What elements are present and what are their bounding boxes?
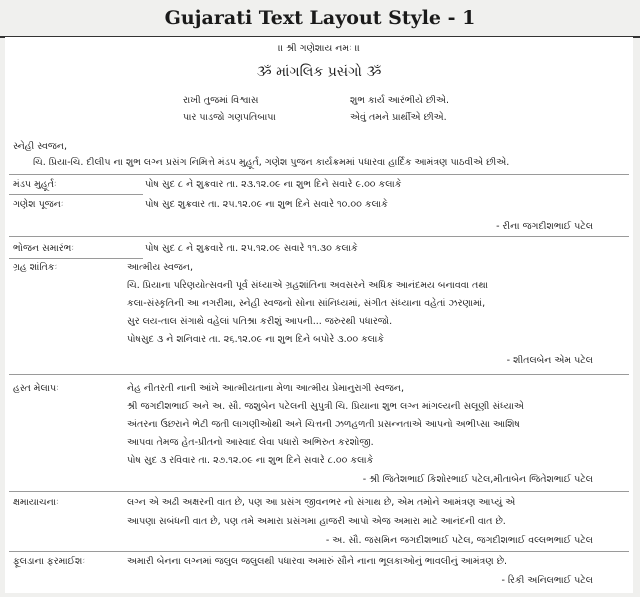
section-label: ફૂલડાના ફરમાઈશઃ [13, 556, 86, 567]
signature: - શ્રી જિતેશભાઈ કિશોરભાઈ પટેલ,મીતાબેન જિતેશભાઈ પટેલ [362, 474, 593, 485]
section-label: ક્ષમાયાચનાઃ [13, 497, 59, 508]
section-line: સુર લય-તાલ સંગાથે વહેલાં પતિશ્રા કરીશું આપની... જરુરથી પધારજો. [127, 316, 393, 327]
section-value: પોષ સુદ ૮ ને શુક્રવારે તા. ૨૫.૧૨.૦૯ સવારે ૧૧.૩૦ કલાકે [145, 243, 358, 254]
section-line: કલા-સંસ્કૃતિની આ નગરીમા, સ્નેહી સ્વજનો સોના સાંનિધ્યમાં, સંગીત સંધ્યાના વહેતાં ઝરણામાં, [127, 298, 486, 309]
section-label: ભોજન સમારંભઃ [13, 243, 75, 254]
event-value: પોષ સુદ ૮ ને શુક્રવાર તા. ૨૩.૧૨.૦૯ ના શુભ દિને સવારે ૯.૦૦ કલાકે [145, 179, 402, 190]
verse-line: શુભ કાર્ય આરંભીયે છીએ. [350, 95, 449, 106]
divider [9, 194, 143, 195]
signature: - રિકી અનિલભાઈ પટેલ [501, 575, 593, 586]
signature: - અ. સૌ. જસમિન જગદીશભાઈ પટેલ, જગદીશભાઈ વલ્લભભાઈ પટેલ [325, 535, 593, 546]
section-line: અમારી બેનના લગ્નમાં જલુલ જલુલથી પધારવા અમારું સૌને નાના ભૂલકાઓનું ભાવલીનું આમંત્રણ છે. [127, 556, 508, 567]
intro-text: ચિ. પ્રિયા-ચિ. દીલીપ ના શુભ લગ્ન પ્રસંગ નિમિત્તે મંડપ મુહૂર્ત, ગણેશ પુજન કાર્યક્રમમાં પધારવા હાર્દિક આમંત્રણ પાઠવીએ છીએ. [33, 157, 510, 168]
divider [9, 551, 629, 552]
heading-text: ૐ માંગલિક પ્રસંગો ૐ [256, 64, 382, 80]
section-line: આત્મીય સ્વજન, [127, 262, 193, 273]
event-label: ગણેશ પૂજનઃ [13, 199, 64, 210]
section-label: હસ્ત મેલાપઃ [13, 383, 59, 394]
verse-line: એવું તમને પ્રાર્થીએ છીએ. [350, 112, 447, 123]
section-line: શ્રી જગદીશભાઈ અને અ. સૌ. જશુબેન પટેલની સુપુત્રી ચિ. પ્રિયાના શુભ લગ્ન માંગલ્યની સલૂણી સંધ્યાએ [127, 401, 524, 412]
event-label: મંડપ મુહૂર્તઃ [13, 179, 57, 190]
divider [9, 258, 143, 259]
divider [9, 374, 629, 375]
title-bar [0, 0, 640, 38]
signature: - રીના જગદીશભાઈ પટેલ [496, 221, 593, 232]
greeting-text: સ્નેહી સ્વજન, [13, 141, 67, 152]
section-line: પોષ સુદ ૩ રવિવાર તા. ૨૭.૧૨.૦૯ ના શુભ દિને સવારે ૮.૦૦ કલાકે [127, 455, 374, 466]
divider [9, 236, 629, 237]
section-line: લગ્ન એ અઢી અક્ષરની વાત છે, પણ આ પ્રસંગ જીવનભર નો સંગાથ છે, એમ તમોને આમંત્રણ આપ્યું એ [127, 497, 516, 508]
section-line: નેહ નીતરતી નાની આંખે આત્મીયતાના મેળા આત્મીય પ્રેમાનુરાગી સ્વજન, [127, 383, 404, 394]
invitation-sheet [5, 37, 633, 593]
verse-line: પાર પાડજો ગણપતિબાપા [183, 112, 276, 123]
verse-line: રાખી તુજમાં વિશ્વાસ [183, 95, 259, 106]
section-line: ચિ. પ્રિયાના પરિણયોત્સવની પૂર્વ સંધ્યાએ ગ્રહશાંતિના અવસરને અધિક આનંદમય બનાવવા તથા [127, 280, 488, 291]
section-line: આપવા તેમજ હેત-પ્રીતનો આસ્વાદ લેવા પધારો અભિરુત કરશોજી. [127, 437, 374, 448]
divider [9, 491, 629, 492]
signature: - શીતલબેન એમ પટેલ [506, 355, 593, 366]
page-title: Gujarati Text Layout Style - 1 [164, 7, 476, 29]
section-label: ગ્રહ શાંતિકઃ [13, 262, 58, 273]
divider [9, 174, 629, 175]
section-line: આપણા સબંધની વાત છે, પણ તમે અમારા પ્રસંગમા હાજરી આપો એજ અમારા માટે આનંદની વાત છે. [127, 516, 506, 527]
section-line: પોષસુદ ૩ ને શનિવાર તા. ૨૬.૧૨.૦૯ ના શુભ દિને બપોરે ૩.૦૦ કલાકે [127, 334, 384, 345]
event-value: પોષ સુદ શુક્રવાર તા. ૨૫.૧૨.૦૯ ના શુભ દિને સવારે ૧૦.૦૦ કલાકે [145, 199, 388, 210]
invocation-text: ।। શ્રી ગણેશાય નમઃ ।। [278, 43, 360, 54]
section-line: અંતરના ઉછરાને ભેટી જતી લાગણીઓથી અને ચિત્તની ઝળહળતી પ્રસન્નતાએ આપનો અભીપ્સા આશિષ [127, 419, 520, 430]
